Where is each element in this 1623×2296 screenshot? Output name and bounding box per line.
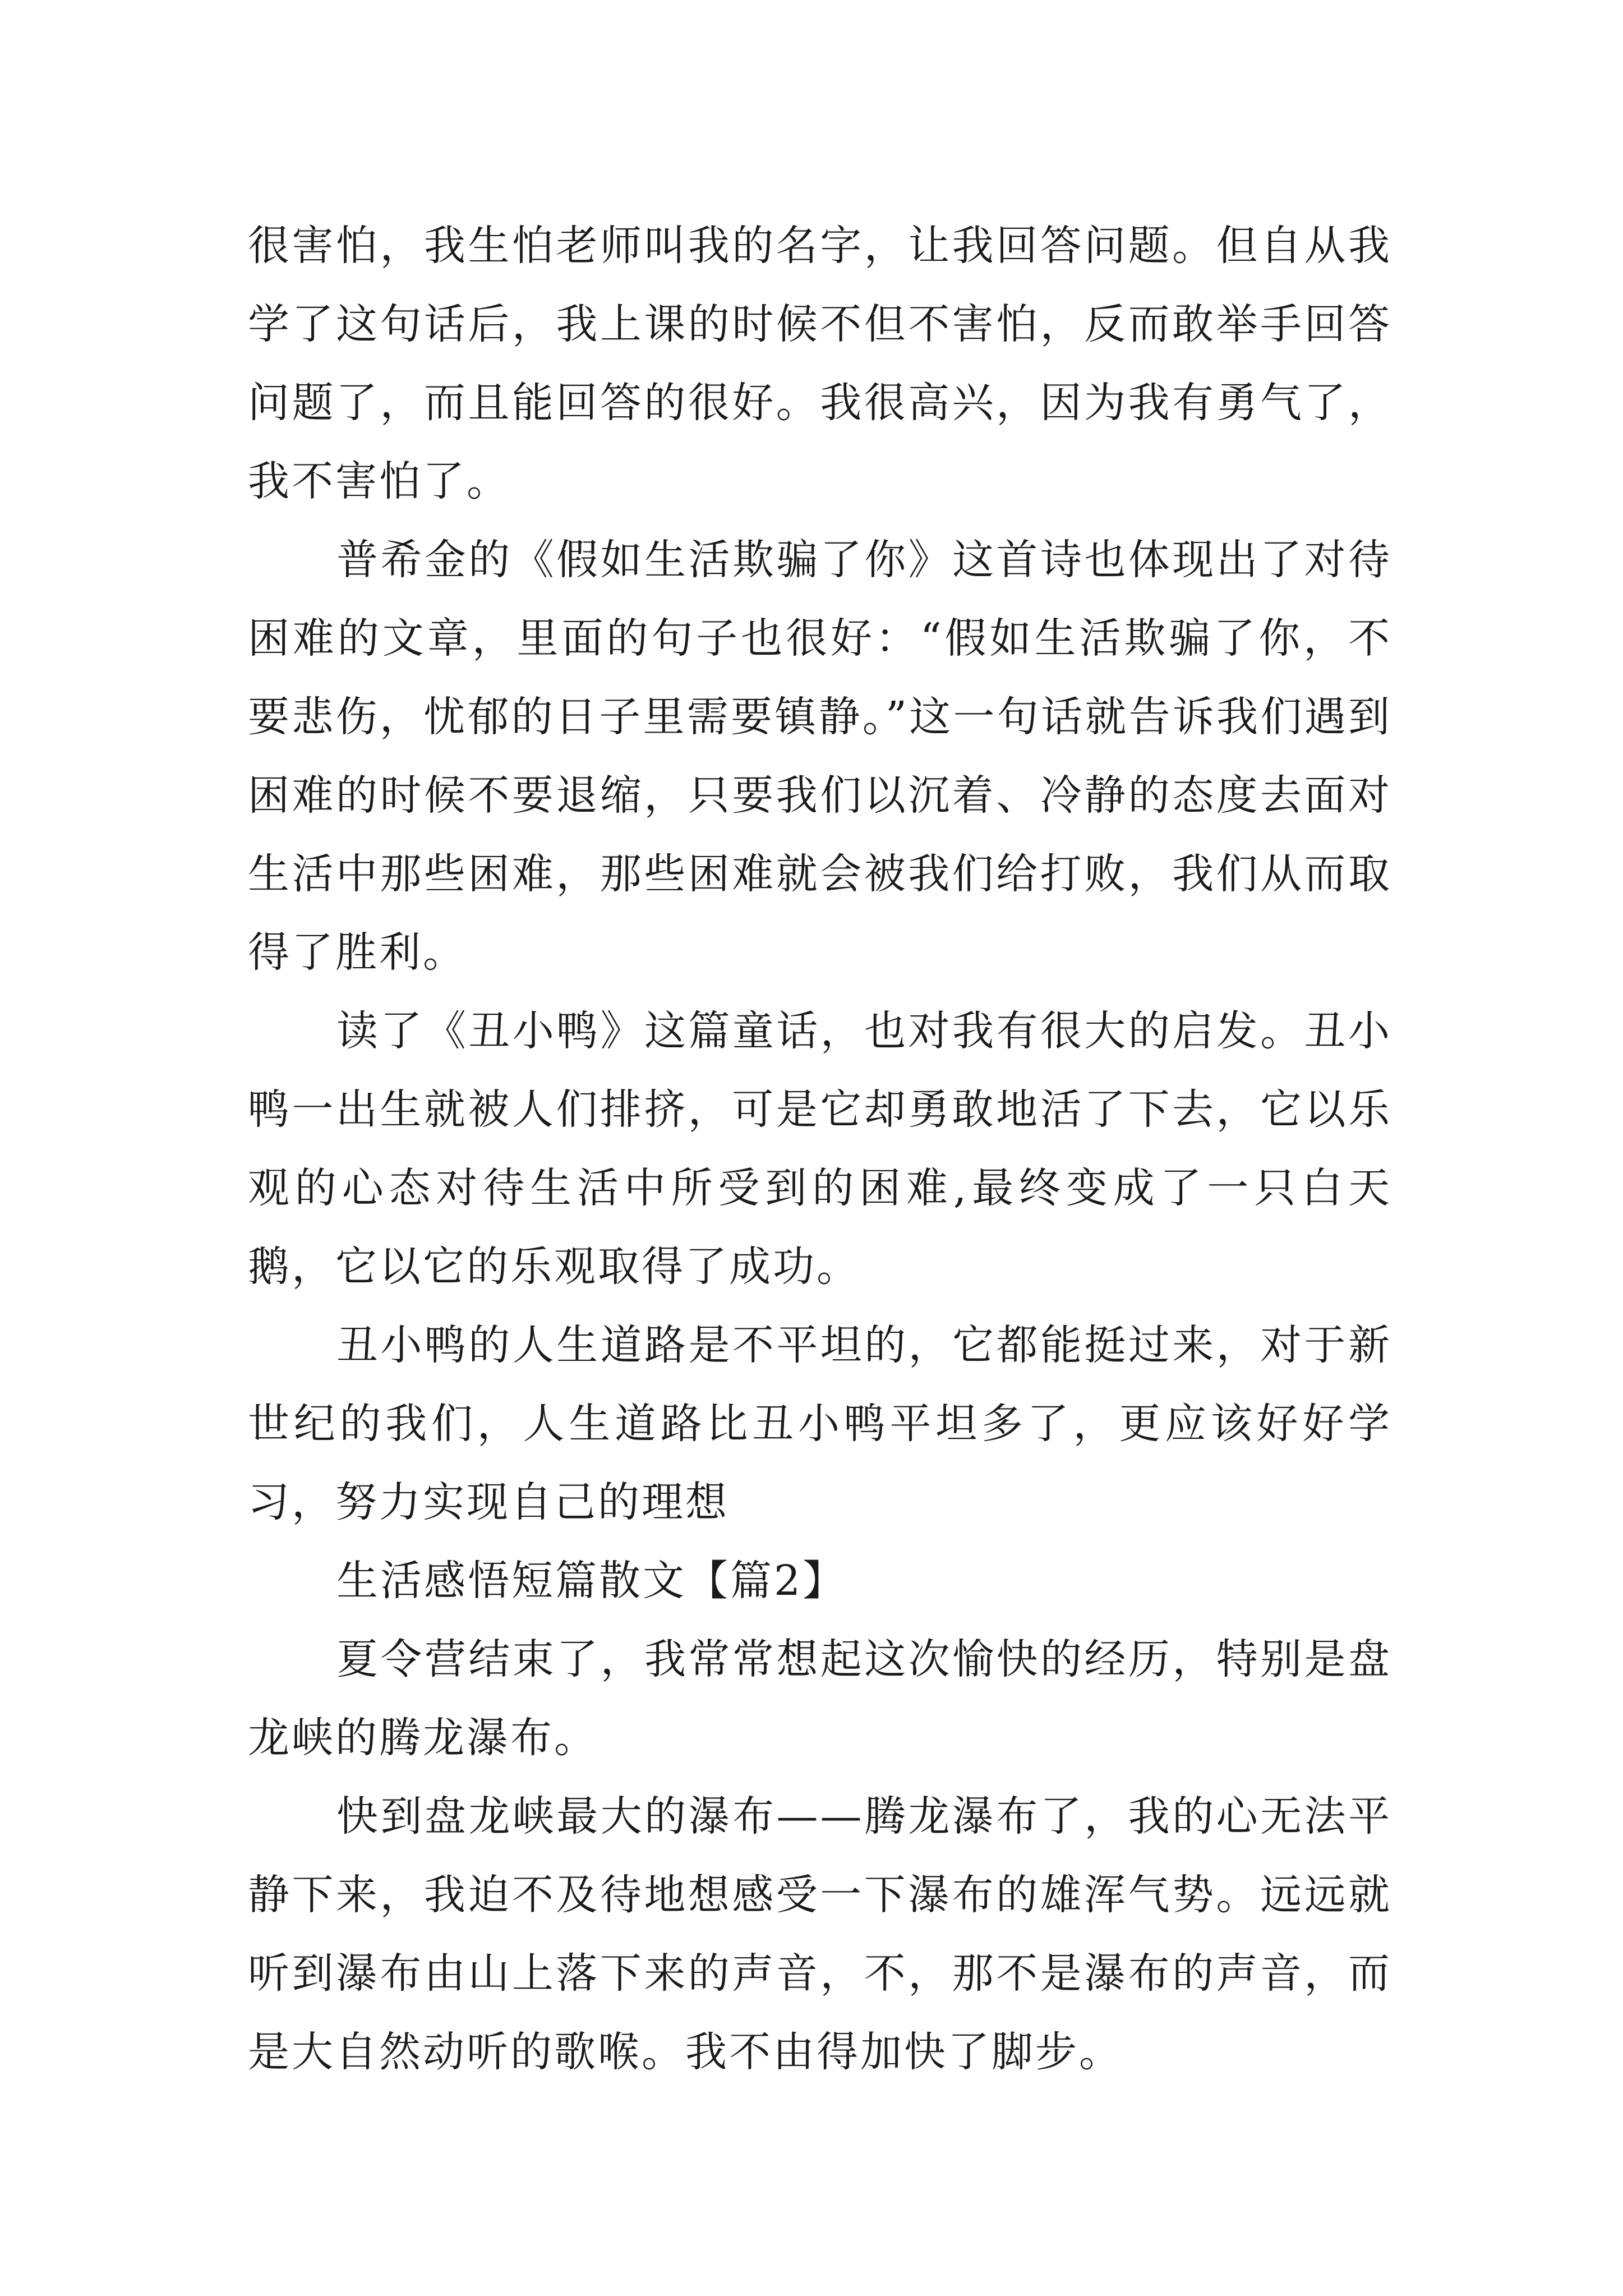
document-body (248, 206, 1392, 2091)
section-heading: 生活感悟短篇散文【篇2】 (336, 1557, 847, 1605)
paragraph-summer-camp: 夏令营结束了，我常常想起这次愉快的经历，特别是盘龙峡的腾龙瀑布。 (248, 1635, 1392, 1762)
paragraph-pushkin-poem: 普希金的《假如生活欺骗了你》这首诗也体现出了对待困难的文章，里面的句子也很好：“假如生活欺骗了你，不要悲伤，忧郁的日子里需要镇静。”这一句话就告诉我们遇到困难的时候不要退缩，只要我们以沉着、冷静的态度去面对生活中那些困难，那些困难就会被我们给打败，我们从而取得了胜利。 (248, 536, 1392, 977)
paragraph-waterfall: 快到盘龙峡最大的瀑布——腾龙瀑布了，我的心无法平静下来，我迫不及待地想感受一下瀑布的雄浑气势。远远就听到瀑布由山上落下来的声音，不，那不是瀑布的声音，而是大自然动听的歌喉。我不由得加快了脚步。 (248, 1792, 1392, 2076)
paragraph-life-path: 丑小鸭的人生道路是不平坦的，它都能挺过来，对于新世纪的我们，人生道路比丑小鸭平坦多了，更应该好好学习，努力实现自己的理想 (248, 1321, 1392, 1526)
paragraph-continuation: 很害怕，我生怕老师叫我的名字，让我回答问题。但自从我学了这句话后，我上课的时候不但不害怕，反而敢举手回答问题了，而且能回答的很好。我很高兴，因为我有勇气了，我不害怕了。 (248, 222, 1392, 505)
paragraph-ugly-duckling: 读了《丑小鸭》这篇童话，也对我有很大的启发。丑小鸭一出生就被人们排挤，可是它却勇敢地活了下去，它以乐观的心态对待生活中所受到的困难,最终变成了一只白天鹅，它以它的乐观取得了成功。 (248, 1007, 1392, 1291)
